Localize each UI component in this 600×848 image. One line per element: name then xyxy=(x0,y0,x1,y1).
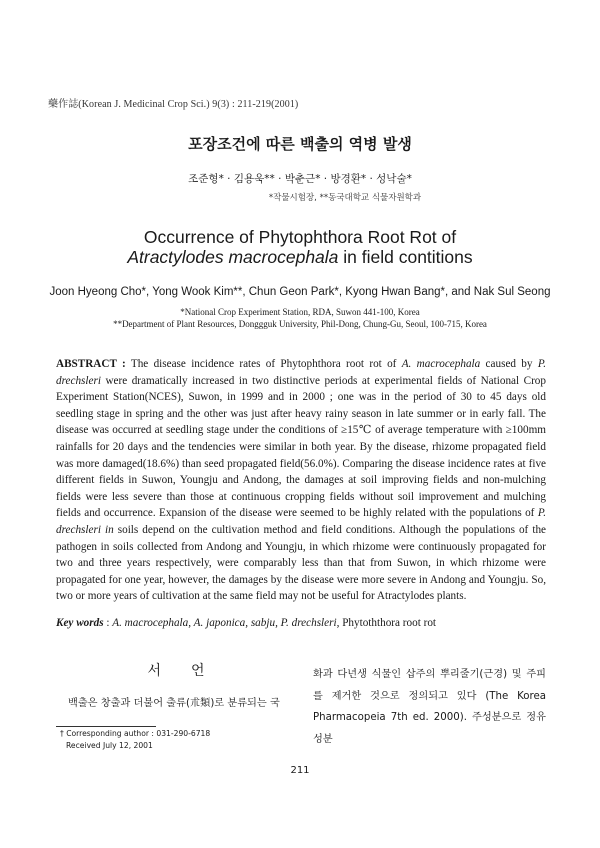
abstract-text-2: caused by xyxy=(480,358,538,370)
abstract-text-1: The disease incidence rates of Phytophthora root rot of xyxy=(125,358,402,370)
page-number: 211 xyxy=(290,765,310,776)
abstract-text-3: were dramatically increased in two distinctive periods at experimental fields of National Crop Experiment Station(NCES), Suwon, in 1999 and in 2000 ; one was in the period of 30 to 45 days old seedling stage in spring and the other was just after heavy rainy season in late summer or in early fall. The disease was occurred at seedling stage under the conditions of ≥15℃ of average temperature with ≥100mm rainfalls for 20 days and the tendencies were similar in both year. By the disease, rhizome propagated field was more damaged(18.6%) than seed propagated field(56.0%). Comparing the disease incidence rates at five different fields in Suwon, Youngju and Andong, the damages at soil improving fields and non-mulching fields were less severe than those at continuous cropping fields without soil improvement and mulching fields and occurrence. Expansion of the disease were seemed to be highly related with the populations of xyxy=(56,374,546,520)
keywords-terms: A. macrocephala, A. japonica, sabju, P. drechsleri, xyxy=(112,617,340,629)
section-heading-introduction: 서언 xyxy=(147,663,235,679)
intro-left-column: 백출은 창출과 더불어 출류(朮類)로 분류되는 국 xyxy=(68,698,280,709)
korean-authors: 조준형* · 김용욱** · 박춘근* · 방경환* · 성낙술* xyxy=(188,173,412,185)
abstract-species-2: P. drechsleri xyxy=(56,358,546,387)
footnote-corresponding-author: † Corresponding author : 031-290-6718 xyxy=(60,729,211,738)
journal-citation: 藥作誌(Korean J. Medicinal Crop Sci.) 9(3) : 211-219(2001) xyxy=(48,99,299,110)
english-affiliation-1: *National Crop Experiment Station, RDA, Suwon 441-100, Korea xyxy=(180,307,420,317)
keywords-label: Key words xyxy=(56,617,104,629)
footnote-rule xyxy=(56,726,156,727)
abstract-label: ABSTRACT : xyxy=(56,358,126,370)
intro-right-column: 화과 다년생 식물인 삽주의 뿌리줄기(근경) 및 주피를 제거한 것으로 정의되고 있다 (The Korea Pharmacopeia 7th ed. 2000). 주성분으로 정유성분 xyxy=(313,669,546,745)
korean-affiliation: *작물시험장, **동국대학교 식물자원학과 xyxy=(268,193,422,203)
english-title-species: Atractylodes macrocephala xyxy=(127,247,339,267)
footnote-received: Received July 12, 2001 xyxy=(66,741,153,750)
keywords-rest: Phytoththora root rot xyxy=(339,617,437,629)
english-title-line1: Occurrence of Phytophthora Root Rot of xyxy=(143,227,457,247)
abstract-text-4: soils depend on the cultivation method and field conditions. Although the populations of the pathogen in soils collected from Andong and Youngju, in which rhizome were continuously propagated for two and three years respectively, were comparably less than that from Suwon, in which rhizome were propagated for one year, however, the damages by the disease were more severe in Andong and Youngju. So, two or more years of cultivation at the same field may not be useful for Atractylodes plants. xyxy=(56,523,546,603)
english-affiliation-2: **Department of Plant Resources, Donggguk University, Phil-Dong, Chung-Gu, Seoul, 100-715, Korea xyxy=(113,319,487,329)
keywords-separator: : xyxy=(103,617,113,629)
keywords xyxy=(56,617,546,629)
korean-title: 포장조건에 따른 백출의 역병 발생 xyxy=(188,135,412,153)
abstract xyxy=(56,356,546,605)
abstract-species-1: A. macrocephala xyxy=(401,358,481,370)
english-title-line2 xyxy=(0,247,600,268)
english-title-rest: in field contitions xyxy=(338,247,473,267)
abstract-species-3: P. drechsleri in xyxy=(56,507,546,536)
english-authors: Joon Hyeong Cho*, Yong Wook Kim**, Chun Geon Park*, Kyong Hwan Bang*, and Nak Sul Seong xyxy=(49,286,551,298)
